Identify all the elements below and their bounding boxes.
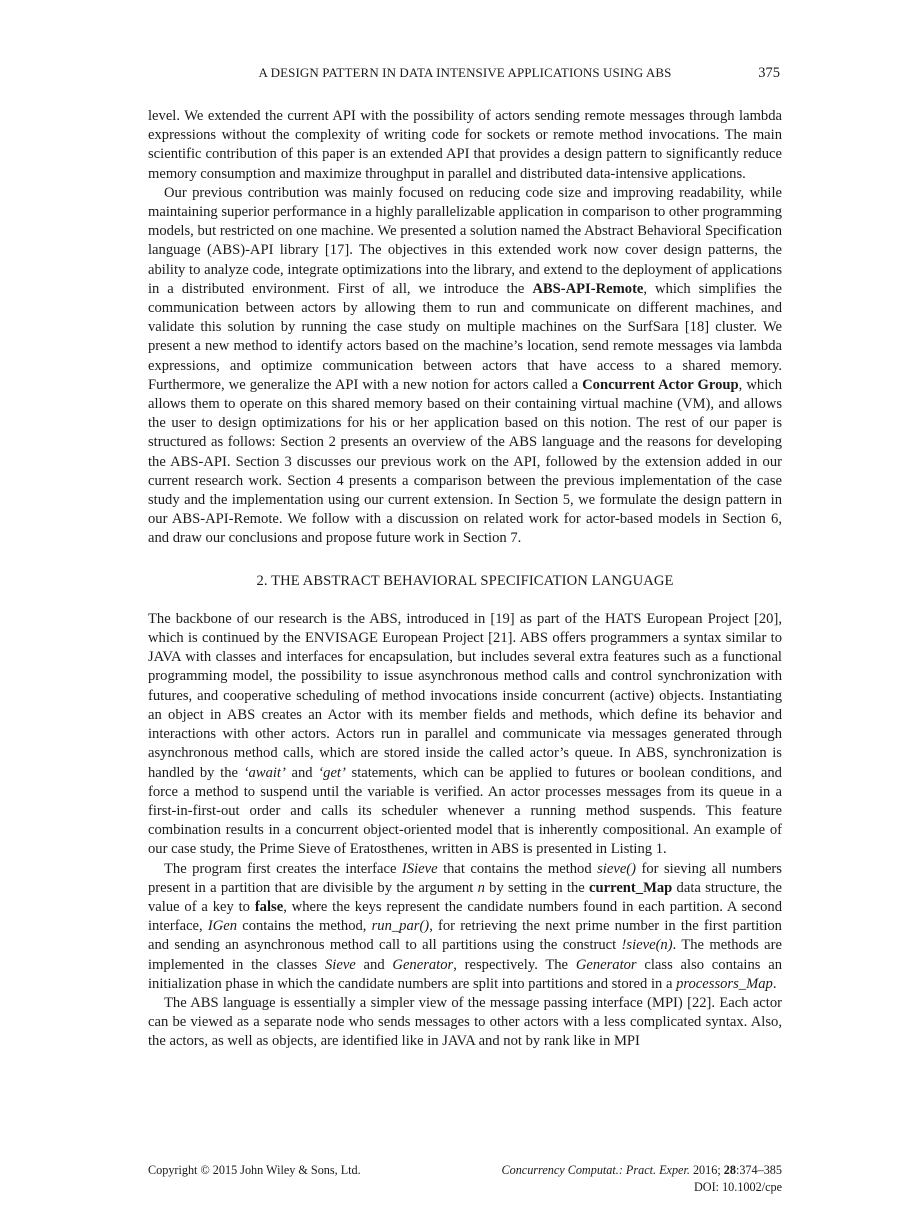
paragraph: The ABS language is essentially a simpler view of the message passing interface (MPI) [22]. Each actor can be viewed as a separate node who sends messages to other actors with a less complicated syntax. Also, the actors, as well as objects, are identified like in JAVA and not by rank like in MPI <box>148 994 782 1050</box>
paragraph: level. We extended the current API with the possibility of actors sending remote messages through lambda expressions without the complexity of writing code for sockets or remote method invocations. The main scientific contribution of this paper is an extended API that provides a design pattern to significantly reduce memory consumption and maximize throughput in parallel and distributed data-intensive applications. <box>148 108 782 182</box>
journal-citation: Concurrency Computat.: Pract. Exper. 2016; 28:374–385 <box>501 1163 782 1177</box>
body-text <box>148 107 782 1052</box>
doi: DOI: 10.1002/cpe <box>693 1180 782 1194</box>
paragraph: The program first creates the interface ISieve that contains the method sieve() for sieving all numbers present in a partition that are divisible by the argument n by setting in the current_Map data structure, the value of a key to false, where the keys represent the candidate numbers found in each partition. A second interface, IGen contains the method, run_par(), for retrieving the next prime number in the first partition and sending an asynchronous method call to all partitions using the construct !sieve(n). The methods are implemented in the classes Sieve and Generator, respectively. The Generator class also contains an initialization phase in which the candidate numbers are split into partitions and stored in a processors_Map. <box>148 860 782 992</box>
paragraph: The backbone of our research is the ABS, introduced in [19] as part of the HATS European Project [20], which is continued by the ENVISAGE European Project [21]. ABS offers programmers a syntax similar to JAVA with classes and interfaces for encapsulation, but includes several extra features such as a functional programming model, the possibility to issue asynchronous method calls and control synchronization with futures, and cooperative scheduling of method invocations inside concurrent (active) objects. Instantiating an object in ABS creates an Actor with its member fields and methods, which define its behavior and interactions with other actors. Actors run in parallel and communicate via messages generated through asynchronous method calls, which are stored inside the called actor’s queue. In ABS, synchronization is handled by the ‘await’ and ‘get’ statements, which can be applied to futures or boolean conditions, and force a method to suspend until the variable is verified. An actor processes messages from its queue in a first-in-first-out order and calls its scheduler whenever a running method suspends. This feature combination results in a concurrent object-oriented model that is inherently compositional. An example of our case study, the Prime Sieve of Eratosthenes, written in ABS is presented in Listing 1. <box>148 610 782 858</box>
page-number: 375 <box>758 65 780 81</box>
paragraph: Our previous contribution was mainly focused on reducing code size and improving readability, while maintaining superior performance in a highly parallelizable application in comparison to other programming models, but restricted on one machine. We presented a solution named the Abstract Behavioral Specification language (ABS)-API library [17]. The objectives in this extended work now cover design patterns, the ability to analyze code, integrate optimizations into the library, and extend to the deployment of applications in a distributed environment. First of all, we introduce the ABS-API-Remote, which simplifies the communication between actors by allowing them to run and communicate on different machines, and validate this solution by running the case study on multiple machines on the SurfSara [18] cluster. We present a new method to identify actors based on the machine’s location, send remote messages via lambda expressions, and optimize communication between actors that have access to a shared memory. Furthermore, we generalize the API with a new notion for actors called a Concurrent Actor Group, which allows them to operate on this shared memory based on their containing virtual machine (VM), and allows the user to design optimizations for his or her application based on this notion. The rest of our paper is structured as follows: Section 2 presents an overview of the ABS language and the reasons for developing the ABS-API. Section 3 discusses our previous work on the API, followed by the extension added in our current research work. Section 4 presents a comparison between the previous implementation of the case study and the implementation using our current extension. In Section 5, we formulate the design pattern in our ABS-API-Remote. We follow with a discussion on related work for actor-based models in Section 6, and draw our conclusions and propose future work in Section 7. <box>148 184 782 547</box>
term-abs-api-remote: ABS-API-Remote <box>532 280 644 297</box>
running-title: A DESIGN PATTERN IN DATA INTENSIVE APPLICATIONS USING ABS <box>258 65 672 80</box>
term-concurrent-actor-group: Concurrent Actor Group <box>582 376 739 393</box>
section-heading: 2. THE ABSTRACT BEHAVIORAL SPECIFICATION LANGUAGE <box>256 572 674 589</box>
copyright-notice: Copyright © 2015 John Wiley & Sons, Ltd. <box>148 1163 361 1177</box>
page-header <box>148 63 782 83</box>
